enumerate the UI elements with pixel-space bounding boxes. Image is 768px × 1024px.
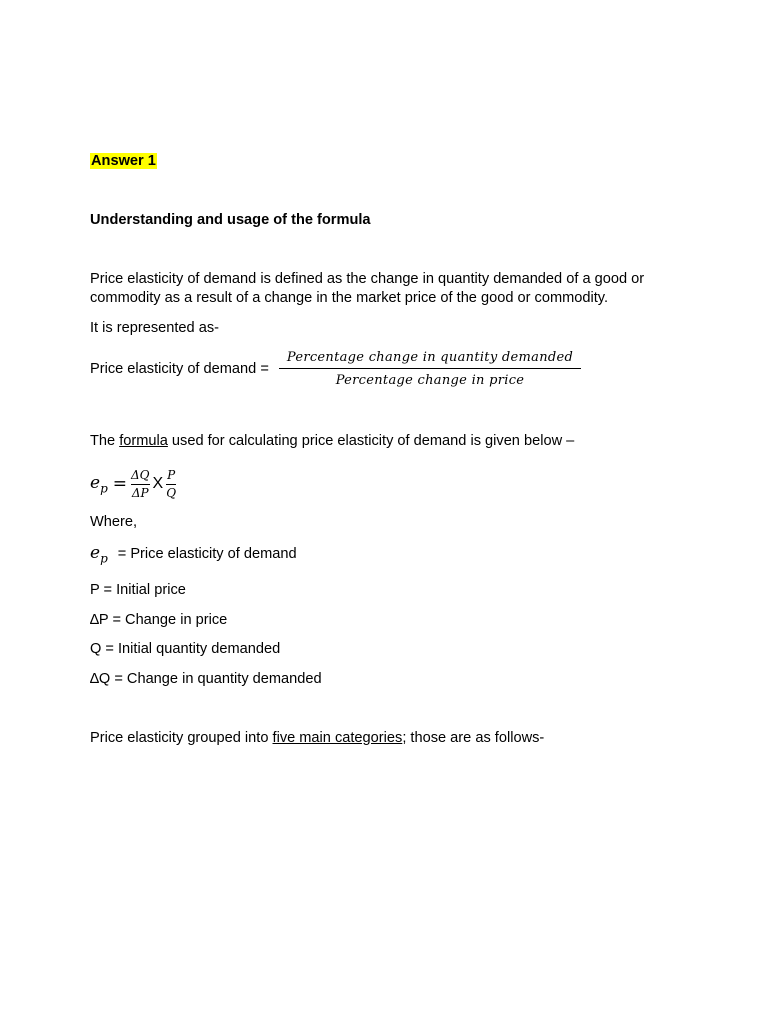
section-heading: Understanding and usage of the formula bbox=[90, 212, 371, 228]
answer-heading bbox=[90, 152, 157, 171]
formula-intro-after: used for calculating price elasticity of demand is given below – bbox=[167, 433, 575, 449]
five-main-categories-link[interactable]: five main categories bbox=[272, 730, 403, 746]
where-label: Where, bbox=[90, 514, 138, 530]
equals-sign: = bbox=[112, 474, 127, 494]
formula-intro bbox=[90, 432, 574, 451]
definition-line-2: commodity as a result of a change in the market price of the good or commodity. bbox=[90, 290, 609, 306]
fraction-bar bbox=[166, 484, 176, 485]
ped-fraction bbox=[279, 348, 581, 390]
ep-formula bbox=[90, 462, 176, 506]
p-var: P bbox=[167, 467, 176, 482]
ep-definition bbox=[90, 543, 297, 565]
categories-text bbox=[90, 729, 544, 748]
ped-numerator: Percentage change in quantity demanded bbox=[286, 350, 574, 365]
ep-symbol-base: e bbox=[90, 543, 101, 563]
definition-p: P = Initial price bbox=[90, 582, 186, 598]
formula-link[interactable]: formula bbox=[119, 433, 168, 449]
definition-q: Q = Initial quantity demanded bbox=[90, 641, 281, 657]
ep-symbol bbox=[90, 473, 108, 495]
delta-q: ΔQ bbox=[131, 467, 150, 482]
ped-label: Price elasticity of demand = bbox=[90, 361, 269, 377]
categories-before: Price elasticity grouped into bbox=[90, 730, 273, 746]
delta-fraction bbox=[131, 468, 150, 501]
times-sign: X bbox=[152, 475, 164, 492]
pq-fraction bbox=[166, 468, 176, 501]
represented-as-text: It is represented as- bbox=[90, 320, 219, 336]
fraction-bar bbox=[131, 484, 150, 485]
definition-line-1: Price elasticity of demand is defined as the change in quantity demanded of a good or bbox=[90, 271, 645, 287]
answer-heading-highlight: Answer 1 bbox=[91, 153, 156, 169]
ep-symbol-base: e bbox=[90, 472, 101, 493]
ep-symbol-subscript: p bbox=[100, 551, 108, 566]
ep-symbol-subscript: p bbox=[100, 481, 108, 496]
definition-delta-q: ∆Q = Change in quantity demanded bbox=[90, 671, 322, 687]
ep-definition-text: = Price elasticity of demand bbox=[117, 546, 297, 562]
ped-denominator: Percentage change in price bbox=[335, 373, 525, 388]
categories-after: ; those are as follows- bbox=[402, 730, 545, 746]
q-var: Q bbox=[166, 485, 177, 500]
delta-p: ΔP bbox=[131, 485, 149, 500]
fraction-bar bbox=[279, 368, 581, 369]
formula-intro-before: The bbox=[90, 433, 120, 449]
definition-delta-p: ∆P = Change in price bbox=[90, 612, 228, 628]
ep-symbol bbox=[90, 543, 108, 565]
